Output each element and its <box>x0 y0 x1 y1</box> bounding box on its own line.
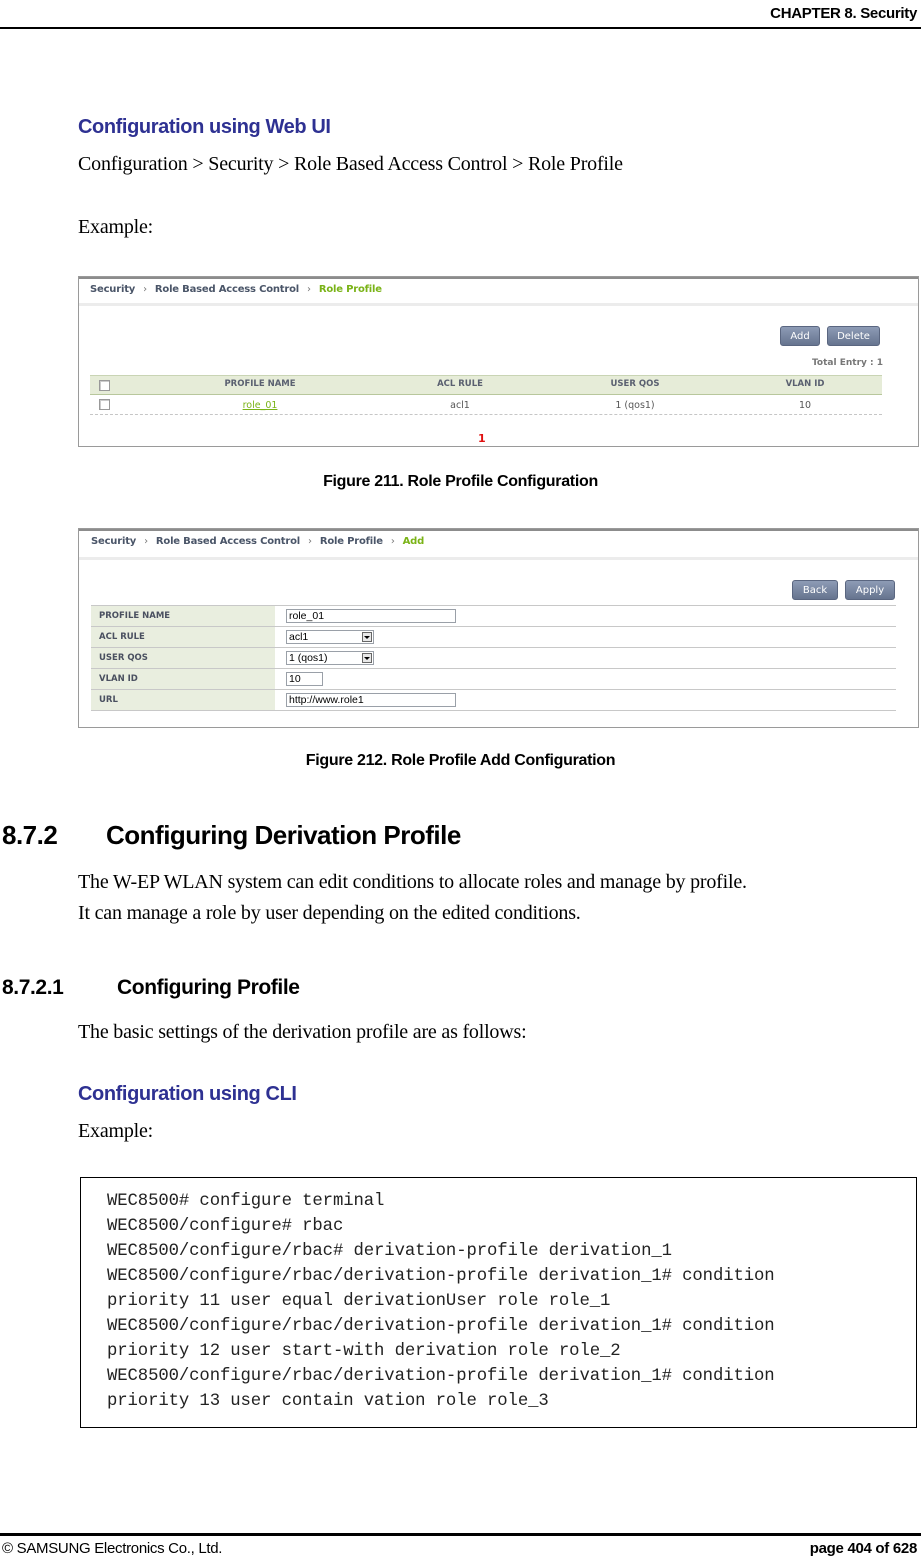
code-line: WEC8500/configure/rbac/derivation-profile derivation_1# condition <box>107 1267 775 1286</box>
cli-heading: Configuration using CLI <box>78 1083 297 1105</box>
role-profile-screenshot <box>78 276 919 447</box>
url-label: URL <box>91 690 275 710</box>
subsection-title: Configuring Profile <box>117 976 300 999</box>
code-line: WEC8500/configure# rbac <box>107 1217 344 1236</box>
paragraph: It can manage a role by user depending on the edited conditions. <box>78 902 581 924</box>
url-input[interactable]: http://www.role1 <box>286 693 456 707</box>
breadcrumb-role-profile[interactable]: Role Profile <box>319 536 383 547</box>
breadcrumb-rbac[interactable]: Role Based Access Control <box>155 536 301 547</box>
breadcrumb-divider <box>79 557 918 560</box>
subsection-number: 8.7.2.1 <box>2 976 64 999</box>
select-all-checkbox[interactable] <box>99 380 110 391</box>
user-qos-select[interactable] <box>286 651 374 665</box>
column-profile-name[interactable]: PROFILE NAME <box>224 379 296 389</box>
chapter-title: CHAPTER 8. Security <box>770 5 917 22</box>
footer-divider <box>0 1533 921 1536</box>
form-row-user-qos <box>91 648 896 669</box>
form-row-vlan-id <box>91 669 896 690</box>
profile-name-label: PROFILE NAME <box>91 606 275 626</box>
menu-path: Configuration > Security > Role Based Access Control > Role Profile <box>78 153 623 175</box>
form-row-acl-rule <box>91 627 896 648</box>
delete-button[interactable]: Delete <box>827 326 880 346</box>
code-line: WEC8500/configure/rbac# derivation-profile derivation_1 <box>107 1242 672 1261</box>
breadcrumb-security[interactable]: Security <box>90 284 136 295</box>
vlan-id-label: VLAN ID <box>91 669 275 689</box>
add-button[interactable]: Add <box>780 326 820 346</box>
page-number-footer: page 404 of 628 <box>809 1540 917 1557</box>
breadcrumb <box>90 284 382 295</box>
breadcrumb-separator: › <box>307 284 311 295</box>
row-checkbox[interactable] <box>99 399 110 410</box>
vlan-id-cell: 10 <box>798 400 812 411</box>
breadcrumb <box>91 536 424 547</box>
page-number[interactable]: 1 <box>478 432 486 445</box>
chevron-down-icon[interactable] <box>362 653 372 663</box>
acl-rule-cell: acl1 <box>450 400 470 411</box>
role-profile-add-screenshot <box>78 528 919 728</box>
table-header <box>90 375 882 395</box>
header-divider <box>0 27 921 29</box>
acl-rule-select[interactable] <box>286 630 374 644</box>
code-line: priority 13 user contain vation role role_3 <box>107 1392 549 1411</box>
form-row-url <box>91 690 896 711</box>
webui-heading: Configuration using Web UI <box>78 116 331 138</box>
example-label: Example: <box>78 1120 154 1142</box>
copyright: © SAMSUNG Electronics Co., Ltd. <box>2 1540 223 1557</box>
code-line: WEC8500/configure/rbac/derivation-profile derivation_1# condition <box>107 1367 775 1386</box>
breadcrumb-current: Role Profile <box>318 284 382 295</box>
form-row-profile-name <box>91 606 896 627</box>
row-divider <box>90 414 882 415</box>
example-label: Example: <box>78 216 154 238</box>
back-button[interactable]: Back <box>792 580 838 600</box>
paragraph: The W-EP WLAN system can edit conditions to allocate roles and manage by profile. <box>78 871 747 893</box>
apply-button[interactable]: Apply <box>845 580 895 600</box>
code-line: WEC8500/configure/rbac/derivation-profile derivation_1# condition <box>107 1317 775 1336</box>
screenshot-top-border <box>79 277 918 279</box>
user-qos-value: 1 (qos1) <box>289 652 328 664</box>
code-line: WEC8500# configure terminal <box>107 1192 385 1211</box>
total-entry: Total Entry : 1 <box>811 358 883 368</box>
figure-211-caption: Figure 211. Role Profile Configuration <box>323 473 598 490</box>
screenshot-top-border <box>79 529 918 531</box>
column-vlan-id[interactable]: VLAN ID <box>785 379 825 389</box>
profile-name-input[interactable]: role_01 <box>286 609 456 623</box>
breadcrumb-rbac[interactable]: Role Based Access Control <box>154 284 300 295</box>
code-line: priority 11 user equal derivationUser role role_1 <box>107 1292 611 1311</box>
breadcrumb-divider <box>79 303 918 306</box>
breadcrumb-separator: › <box>308 536 312 547</box>
profile-name-link[interactable]: role_01 <box>242 400 278 411</box>
chevron-down-icon[interactable] <box>362 632 372 642</box>
paragraph: The basic settings of the derivation profile are as follows: <box>78 1021 527 1043</box>
breadcrumb-separator: › <box>390 536 395 547</box>
user-qos-cell: 1 (qos1) <box>615 400 655 411</box>
user-qos-label: USER QOS <box>91 648 275 668</box>
cli-code-block <box>80 1177 917 1428</box>
breadcrumb-security[interactable]: Security <box>91 536 137 547</box>
breadcrumb-separator: › <box>144 536 148 547</box>
breadcrumb-current: Add <box>402 536 425 547</box>
breadcrumb-separator: › <box>143 284 147 295</box>
section-number: 8.7.2 <box>2 820 58 850</box>
column-user-qos[interactable]: USER QOS <box>610 379 660 389</box>
figure-212-caption: Figure 212. Role Profile Add Configuration <box>305 752 616 769</box>
code-line: priority 12 user start-with derivation role role_2 <box>107 1342 621 1361</box>
acl-rule-label: ACL RULE <box>91 627 275 647</box>
vlan-id-input[interactable]: 10 <box>286 672 323 686</box>
column-acl-rule[interactable]: ACL RULE <box>437 379 483 389</box>
section-title: Configuring Derivation Profile <box>106 820 461 850</box>
acl-rule-value: acl1 <box>289 631 309 643</box>
